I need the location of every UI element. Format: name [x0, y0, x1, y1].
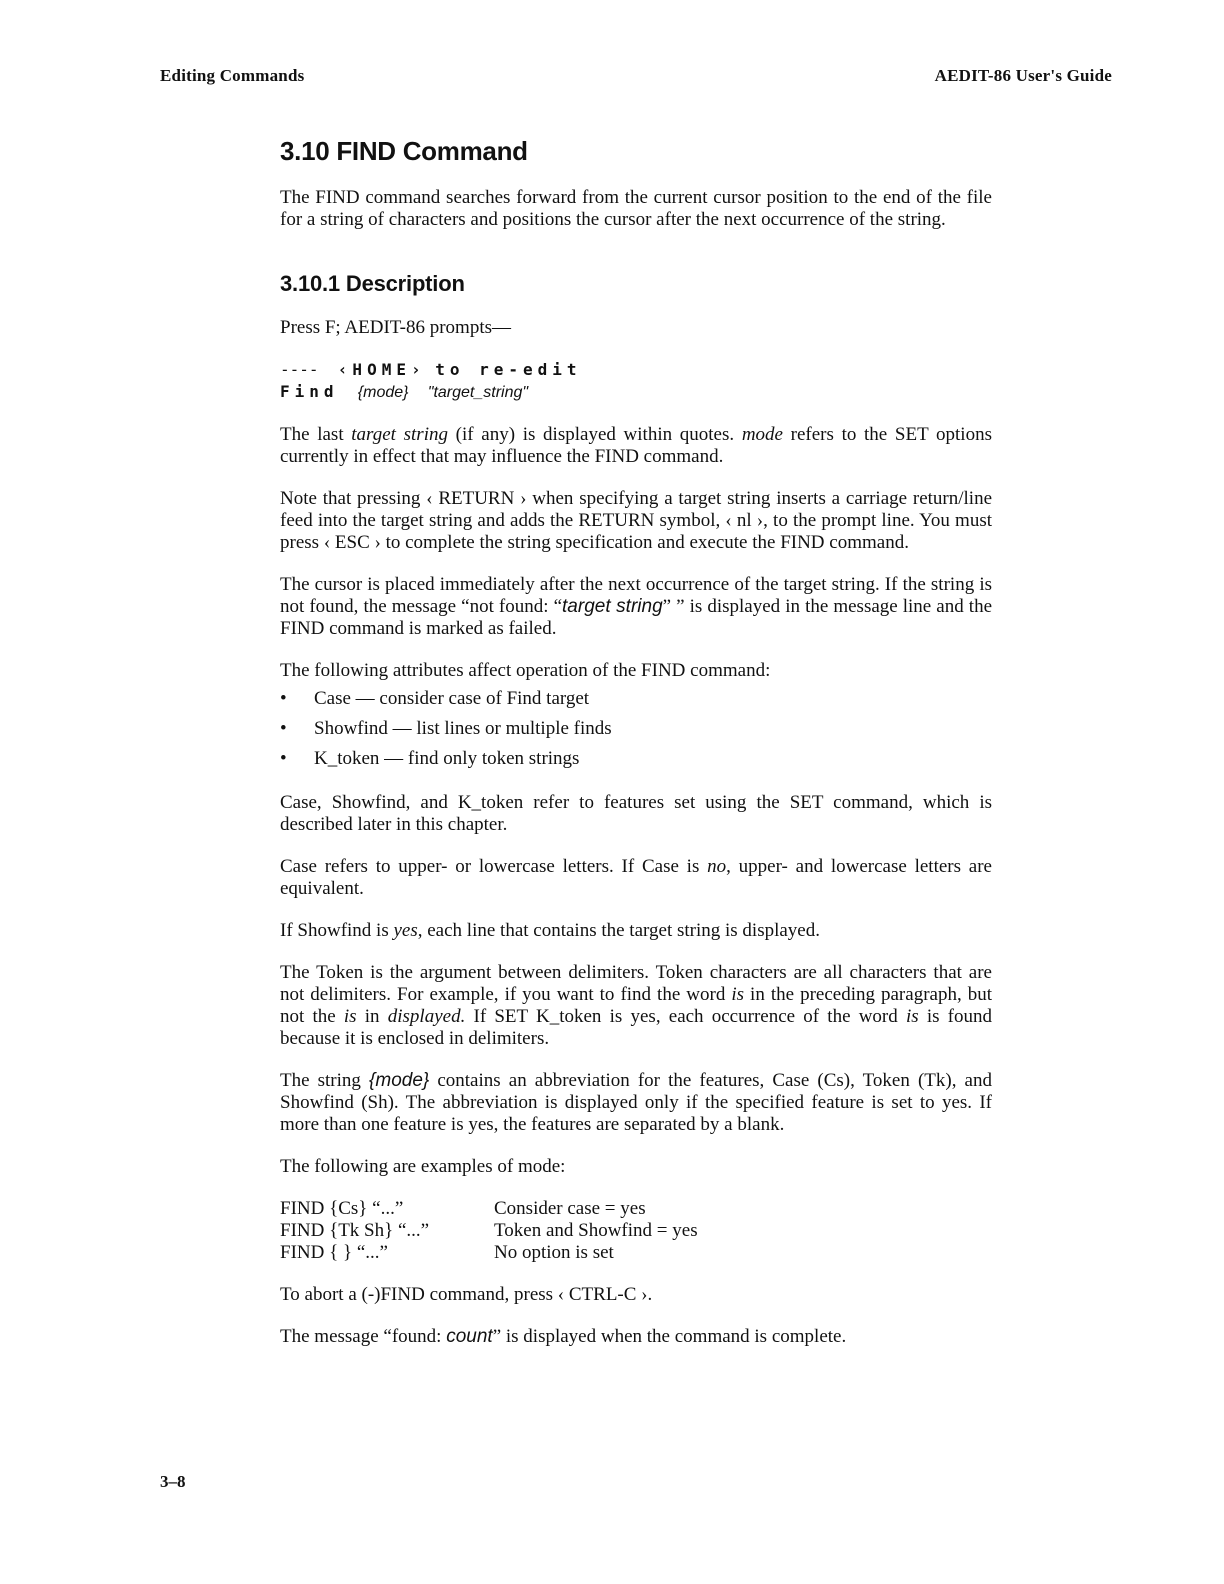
running-head-right: AEDIT-86 User's Guide: [934, 66, 1112, 85]
paragraph-cursor-placement: The cursor is placed immediately after the next occurrence of the target string. If the string is not found, the message “not found: “target string” ” is displayed in the message line and the FIND command is marked as failed.: [280, 574, 992, 639]
list-item: • K_token — find only token strings: [280, 748, 992, 770]
paragraph-features: Case, Showfind, and K_token refer to features set using the SET command, which is described later in this chapter.: [280, 792, 992, 835]
example-command: FIND {Tk Sh} “...”: [280, 1220, 430, 1241]
press-f-line: Press F; AEDIT-86 prompts—: [280, 317, 512, 338]
examples-intro: The following are examples of mode:: [280, 1156, 566, 1177]
prompt-dashes: ----: [280, 360, 319, 379]
prompt-mode: {mode}: [357, 384, 409, 401]
paragraph-return-key: Note that pressing ‹ RETURN › when specifying a target string inserts a carriage return/line feed into the target string and adds the RETURN symbol, ‹ nl ›, to the prompt line. You must press ‹ ESC › to complete the string specification and execute the FIND command.: [280, 488, 993, 553]
example-description: No option is set: [494, 1242, 614, 1263]
running-head-left: Editing Commands: [160, 66, 305, 85]
example-description: Token and Showfind = yes: [494, 1220, 698, 1241]
section-intro: The FIND command searches forward from the current cursor position to the end of the file for a string of characters and positions the cursor after the next occurrence of the string.: [280, 187, 992, 230]
section-title: 3.10 FIND Command: [280, 136, 528, 166]
page-number: 3–8: [160, 1472, 186, 1491]
paragraph-abort: To abort a (-)FIND command, press ‹ CTRL-C ›.: [280, 1284, 653, 1305]
example-description: Consider case = yes: [494, 1198, 646, 1219]
paragraph-showfind: If Showfind is yes, each line that contains the target string is displayed.: [280, 920, 820, 941]
prompt-reedit-text: to re-edit: [435, 360, 582, 379]
esc-key-symbol: ‹ ESC ›: [323, 532, 381, 553]
paragraph-found-message: The message “found: count” is displayed when the command is complete.: [280, 1326, 847, 1347]
example-command: FIND {Cs} “...”: [280, 1198, 404, 1219]
paragraph-token: The Token is the argument between delimiters. Token characters are all characters that are not delimiters. For example, if you want to find the word is in the preceding paragraph, but not the is in displayed. If SET K_token is yes, each occurrence of the word is is found because it is enclosed in delimiters.: [280, 962, 993, 1049]
table-row: [280, 1242, 698, 1264]
mode-examples-table: [280, 1198, 698, 1264]
list-item: • Showfind — list lines or multiple finds: [280, 718, 992, 740]
prompt-find-word: Find: [280, 382, 339, 401]
list-item: • Case — consider case of Find target: [280, 688, 992, 710]
example-command: FIND { } “...”: [280, 1242, 388, 1263]
paragraph-case: Case refers to upper- or lowercase letters. If Case is no, upper- and lowercase letters are equivalent.: [280, 856, 992, 899]
subsection-title: 3.10.1 Description: [280, 271, 465, 296]
attributes-intro: The following attributes affect operation of the FIND command:: [280, 660, 771, 681]
page-content: [280, 136, 992, 1368]
prompt-target-string: "target_string": [427, 384, 529, 401]
prompt-home-key: ‹HOME›: [337, 360, 426, 379]
paragraph-mode-string: The string {mode} contains an abbreviation for the features, Case (Cs), Token (Tk), and Showfind (Sh). The abbreviation is displayed only if the specified feature is set to yes. If more than one feature is yes, the features are separated by a blank.: [280, 1070, 992, 1135]
attributes-list: [280, 688, 992, 770]
ctrl-c-key-symbol: ‹ CTRL-C ›: [557, 1284, 648, 1305]
table-row: [280, 1220, 698, 1242]
find-prompt: [280, 359, 992, 404]
nl-key-symbol: ‹ nl ›: [725, 510, 764, 531]
return-key-symbol: ‹ RETURN ›: [426, 488, 527, 509]
table-row: [280, 1198, 698, 1220]
paragraph-last-target: The last target string (if any) is displayed within quotes. mode refers to the SET options currently in effect that may influence the FIND command.: [280, 424, 992, 467]
